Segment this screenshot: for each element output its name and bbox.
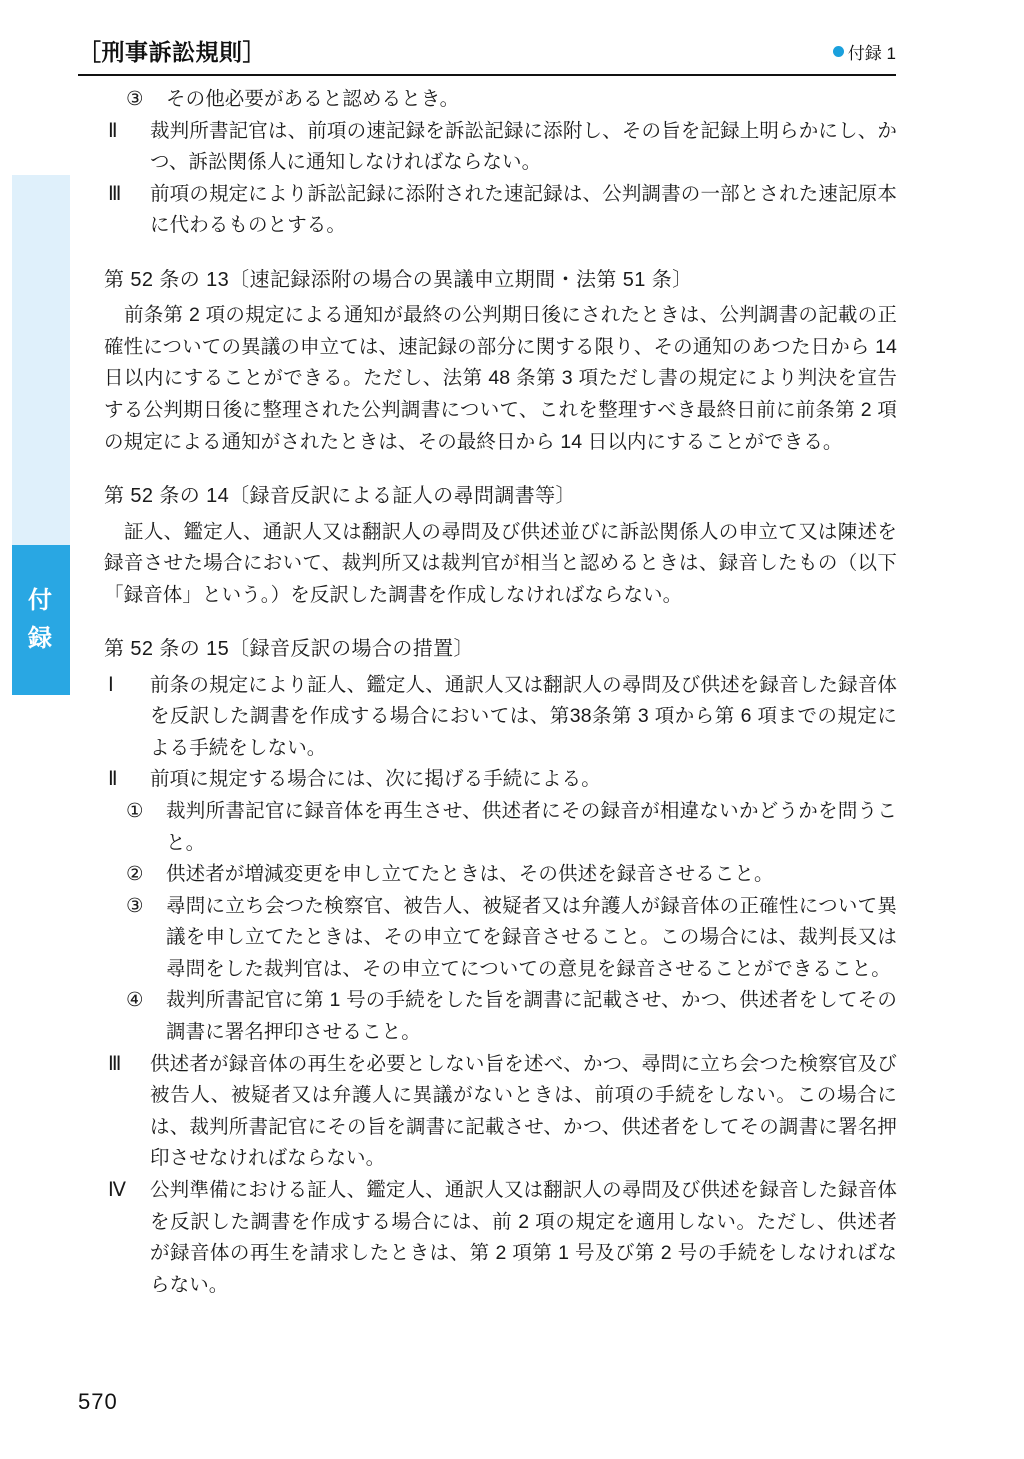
list-item xyxy=(104,179,897,242)
list-item-text: 供述者が録音体の再生を必要としない旨を述べ、かつ、尋問に立ち会つた検察官及び被告人、被疑者又は弁護人に異議がないときは、前項の手続をしない。この場合には、裁判所書記官にその旨を調書に記載させ、かつ、供述者をしてその調書に署名押印させなければならない。 xyxy=(150,1052,897,1170)
article-paragraph: 前条第 2 項の規定による通知が最終の公判期日後にされたときは、公判調書の記載の正確性についての異議の申立ては、速記録の部分に関する限り、その通知のあつた日から 14 日以内にすることができる。ただし、法第 48 条第 3 項ただし書の規定により判決を宣告する公判期日後に整理された公判調書について、これを整理すべき最終日前に前条第 2 項の規定による通知がされたときは、その最終日から 14 日以内にすることができる。 xyxy=(104,304,897,453)
list-item-marker: ① xyxy=(126,800,144,822)
section-thumb-tab xyxy=(12,545,70,695)
list-item-text: 前項の規定により訴訟記録に添附された速記録は、公判調書の一部とされた速記原本に代わるものとする。 xyxy=(150,182,897,237)
list-item-text: 尋問に立ち会つた検察官、被告人、被疑者又は弁護人が録音体の正確性について異議を申し立てたときは、その申立てを録音させること。この場合には、裁判長又は尋問をした裁判官は、その申立てについての意見を録音させることができること。 xyxy=(166,894,897,980)
list-item-text: 公判準備における証人、鑑定人、通訳人又は翻訳人の尋問及び供述を録音した録音体を反訳した調書を作成する場合には、前 2 項の規定を適用しない。ただし、供述者が録音体の再生を請求したときは、第 2 項第 1 号及び第 2 号の手続をしなければならない。 xyxy=(150,1178,897,1296)
list-item-text: 裁判所書記官に録音体を再生させ、供述者にその録音が相違ないかどうかを問うこと。 xyxy=(166,800,897,854)
list-item-marker: Ⅰ xyxy=(108,673,114,696)
article-paragraph: 証人、鑑定人、通訳人又は翻訳人の尋問及び供述並びに訴訟関係人の申立て又は陳述を録音させた場合において、裁判所又は裁判官が相当と認めるときは、録音したもの（以下「録音体」という。）を反訳した調書を作成しなければならない。 xyxy=(104,520,897,606)
article-52-13 xyxy=(104,264,897,458)
page-title: ［刑事訴訟規則］ xyxy=(78,39,266,65)
list-item xyxy=(104,764,897,796)
list-item-marker: ④ xyxy=(126,989,144,1012)
article-52-14 xyxy=(104,480,897,611)
list-item-text: 前条の規定により証人、鑑定人、通訳人又は翻訳人の尋問及び供述を録音した録音体を反訳した調書を作成する場合においては、第38条第 3 項から第 6 項までの規定による手続をしない。 xyxy=(150,673,897,759)
list-item-text: 裁判所書記官に第 1 号の手続をした旨を調書に記載させ、かつ、供述者をしてその調書に署名押印させること。 xyxy=(166,989,897,1044)
list-item xyxy=(104,891,897,986)
list-item xyxy=(104,985,897,1048)
list-item xyxy=(104,859,897,891)
page-header xyxy=(78,34,896,76)
list-item-text: 供述者が増減変更を申し立てたときは、その供述を録音させること。 xyxy=(166,863,774,886)
list-item xyxy=(104,1175,897,1301)
list-item-marker: Ⅱ xyxy=(108,119,118,142)
appendix-marker xyxy=(833,34,896,64)
list-item-marker: Ⅲ xyxy=(108,1052,122,1075)
list-item-marker: ③ xyxy=(126,894,144,917)
article-heading: 第 52 条の 15〔録音反訳の場合の措置〕 xyxy=(104,638,474,661)
list-item-text: 裁判所書記官は、前項の速記録を訴訟記録に添附し、その旨を記録上明らかにし、かつ、訴訟関係人に通知しなければならない。 xyxy=(150,119,897,174)
list-item xyxy=(104,796,897,859)
list-item xyxy=(104,670,897,765)
list-item xyxy=(104,116,897,179)
list-item-marker: Ⅳ xyxy=(108,1178,127,1201)
continued-items xyxy=(104,84,897,242)
bullet-dot-icon xyxy=(833,46,844,57)
list-item xyxy=(104,1049,897,1175)
list-item-text: 前項に規定する場合には、次に掲げる手続による。 xyxy=(150,768,601,791)
list-item-text: その他必要があると認めるとき。 xyxy=(166,88,460,110)
article-heading: 第 52 条の 14〔録音反訳による証人の尋問調書等〕 xyxy=(104,485,576,508)
thumb-tab-line2: 録 xyxy=(28,625,54,652)
list-item-marker: Ⅱ xyxy=(108,768,118,791)
thumb-tab-line1: 付 xyxy=(28,586,54,614)
list-item-marker: ③ xyxy=(126,88,144,110)
appendix-label: 付録 1 xyxy=(847,44,896,63)
document-body xyxy=(104,84,897,1301)
article-heading: 第 52 条の 13〔速記録添附の場合の異議申立期間・法第 51 条〕 xyxy=(104,268,693,291)
list-item xyxy=(104,84,897,116)
page-number: 570 xyxy=(78,1389,118,1414)
article-52-15 xyxy=(104,633,897,1301)
list-item-marker: ② xyxy=(126,863,144,886)
list-item-marker: Ⅲ xyxy=(108,182,122,205)
